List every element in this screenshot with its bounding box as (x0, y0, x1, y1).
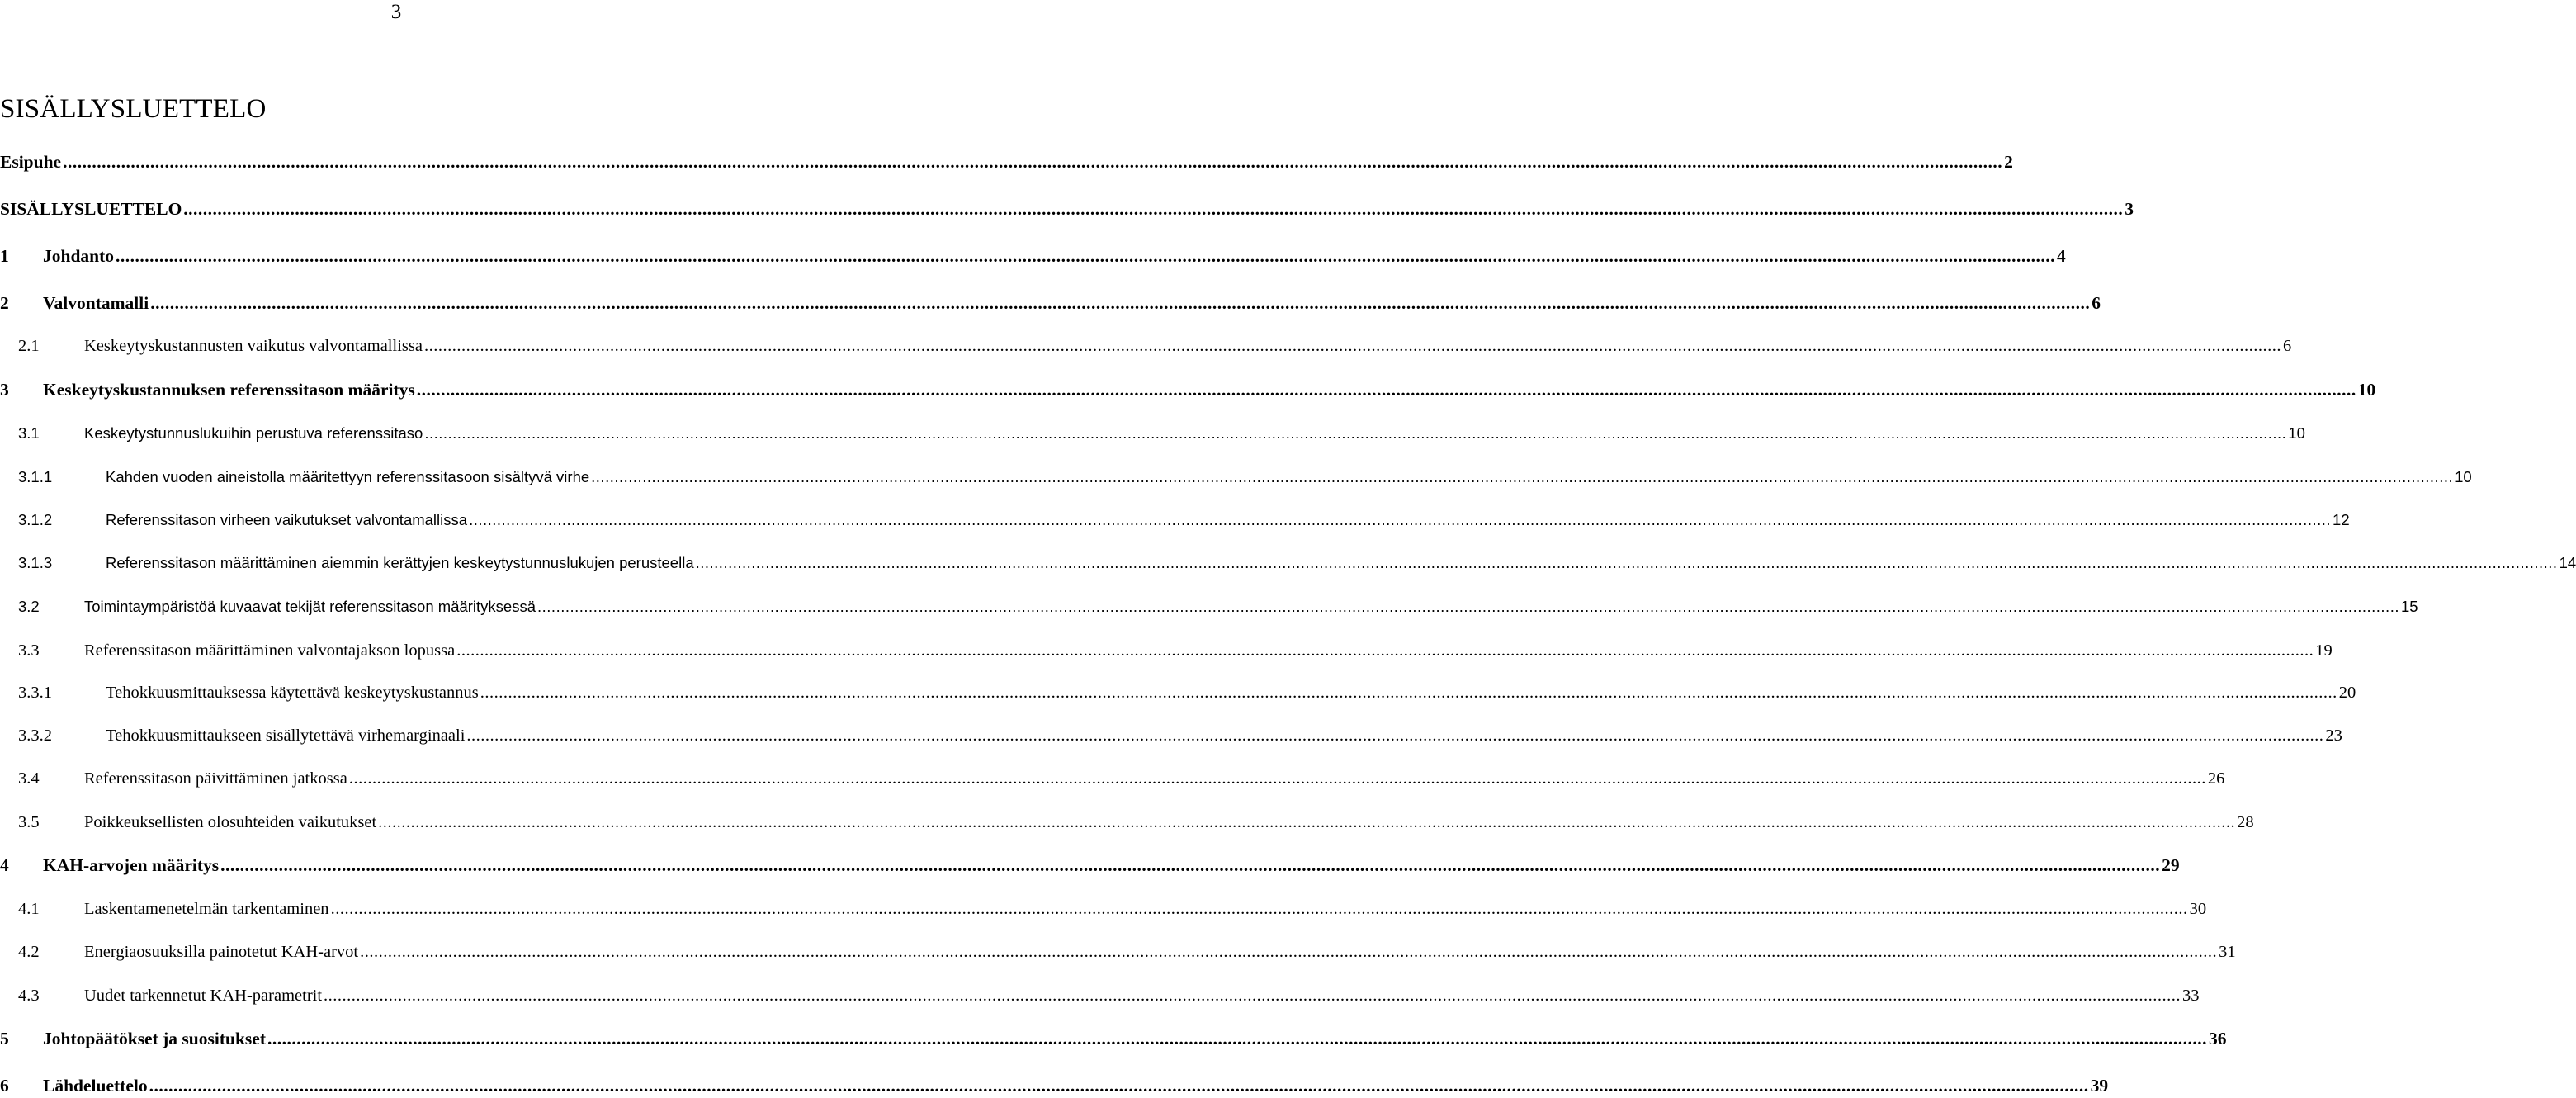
toc-entry[interactable] (0, 810, 2254, 835)
toc-entry-page: 39 (2090, 1076, 2109, 1096)
toc-entry-title: Lähdeluettelo (43, 1076, 148, 1096)
toc-entry-page: 10 (2288, 424, 2305, 442)
toc-entry[interactable] (0, 1026, 2227, 1051)
toc-entry-page: 3 (2125, 199, 2134, 219)
toc-entry-title: Valvontamalli (43, 293, 149, 313)
toc-entry-number: 3 (0, 380, 9, 400)
toc-entry-title: Keskeytystunnuslukuihin perustuva referenssitaso (84, 424, 423, 442)
toc-entry-page: 6 (2092, 293, 2101, 313)
toc-entry-title: Kahden vuoden aineistolla määritettyyn referenssitasoon sisältyvä virhe (106, 468, 590, 485)
toc-entry-number: 6 (0, 1076, 9, 1096)
toc-entry-number: 3.1.2 (18, 511, 53, 528)
toc-entry[interactable] (0, 508, 2350, 532)
toc-entry-page: 28 (2237, 813, 2254, 831)
toc-entry-page: 23 (2325, 726, 2342, 745)
toc-entry-number: 3.5 (18, 813, 40, 831)
toc-entry-number: 4.3 (18, 987, 40, 1005)
toc-entry-page: 10 (2357, 380, 2376, 400)
toc-leader-dots: ................................................................................................................................................................................................................................................................................................................................................................................................................ (591, 468, 2454, 485)
toc-entry-page: 10 (2455, 468, 2472, 485)
toc-leader-dots: ................................................................................................................................................................................................................................................................................................................................................................................................................ (695, 554, 2558, 571)
toc-leader-dots: ................................................................................................................................................................................................................................................................................................................................................................................................................ (360, 943, 2218, 961)
toc-entry-number: 3.1 (18, 424, 40, 442)
toc-entry-title: Tehokkuusmittaukseen sisällytettävä virhemarginaali (106, 726, 466, 745)
toc-entry[interactable] (0, 1073, 2109, 1098)
toc-entry[interactable] (0, 149, 2013, 174)
toc-entry-page: 2 (2004, 152, 2013, 172)
toc-entry[interactable] (0, 594, 2418, 619)
toc-entry-number: 2 (0, 293, 9, 313)
toc-leader-dots: ................................................................................................................................................................................................................................................................................................................................................................................................................ (416, 380, 2356, 400)
toc-entry[interactable] (0, 853, 2180, 878)
toc-leader-dots: ................................................................................................................................................................................................................................................................................................................................................................................................................ (150, 293, 2091, 313)
toc-leader-dots: ................................................................................................................................................................................................................................................................................................................................................................................................................ (183, 199, 2124, 219)
toc-entry-number: 2.1 (18, 337, 40, 355)
toc-entry-number: 3.3.1 (18, 684, 52, 702)
toc-entry[interactable] (0, 897, 2207, 921)
toc-entry-page: 4 (2057, 246, 2066, 266)
toc-entry-title: KAH-arvojen määritys (43, 855, 220, 875)
toc-entry[interactable] (0, 465, 2472, 490)
toc-entry-title: Referenssitason virheen vaikutukset valvontamallissa (106, 511, 468, 528)
toc-entry-title: Johtopäätökset ja suositukset (43, 1029, 266, 1048)
toc-entry-page: 29 (2162, 855, 2180, 875)
toc-entry-title: Laskentamenetelmän tarkentaminen (84, 900, 329, 918)
toc-entry-title: Keskeytyskustannuksen referenssitason määritys (43, 380, 415, 400)
toc-entry-number: 4.1 (18, 900, 40, 918)
toc-entry[interactable] (0, 638, 2333, 663)
toc-entry-number: 4 (0, 855, 9, 875)
toc-leader-dots: ................................................................................................................................................................................................................................................................................................................................................................................................................ (466, 726, 2324, 745)
toc-leader-dots: ................................................................................................................................................................................................................................................................................................................................................................................................................ (220, 855, 2161, 875)
toc-entry-page: 19 (2315, 641, 2333, 660)
toc-leader-dots: ................................................................................................................................................................................................................................................................................................................................................................................................................ (378, 813, 2236, 831)
toc-entry-title: Referenssitason määrittäminen aiemmin kerättyjen keskeytystunnuslukujen perusteella (106, 554, 694, 571)
toc-entry-page: 12 (2333, 511, 2350, 528)
toc-entry[interactable] (0, 291, 2101, 315)
toc-leader-dots: ................................................................................................................................................................................................................................................................................................................................................................................................................ (480, 684, 2337, 702)
toc-entry-page: 26 (2207, 769, 2225, 788)
toc-entry-number: 3.2 (18, 598, 40, 615)
toc-leader-dots: ................................................................................................................................................................................................................................................................................................................................................................................................................ (469, 511, 2332, 528)
toc-entry-page: 30 (2189, 900, 2207, 918)
toc-leader-dots: ................................................................................................................................................................................................................................................................................................................................................................................................................ (348, 769, 2206, 788)
toc-leader-dots: ................................................................................................................................................................................................................................................................................................................................................................................................................ (537, 598, 2399, 615)
toc-entry-title: Energiaosuuksilla painotetut KAH-arvot (84, 943, 359, 961)
toc-entry[interactable] (0, 766, 2225, 791)
toc-entry-number: 3.3 (18, 641, 40, 660)
toc-entry[interactable] (0, 377, 2376, 402)
toc-entry-page: 36 (2208, 1029, 2227, 1048)
toc-entry-title: Toimintaympäristöä kuvaavat tekijät referenssitason määrityksessä (84, 598, 536, 615)
toc-entry[interactable] (0, 421, 2305, 446)
toc-entry-number: 3.1.1 (18, 468, 53, 485)
toc-entry-number: 1 (0, 246, 9, 266)
toc-leader-dots: ................................................................................................................................................................................................................................................................................................................................................................................................................ (324, 987, 2181, 1005)
toc-entry-title: Poikkeuksellisten olosuhteiden vaikutukset (84, 813, 377, 831)
toc-entry-number: 3.4 (18, 769, 40, 788)
toc-entry[interactable] (0, 551, 2576, 575)
toc-entry-title: SISÄLLYSLUETTELO (0, 199, 182, 219)
toc-entry-page: 20 (2338, 684, 2356, 702)
toc-entry-title: Referenssitason päivittäminen jatkossa (84, 769, 347, 788)
toc-entry-page: 6 (2282, 337, 2292, 355)
toc-entry-number: 4.2 (18, 943, 40, 961)
toc-entry-title: Uudet tarkennetut KAH-parametrit (84, 987, 323, 1005)
toc-entry-number: 3.3.2 (18, 726, 52, 745)
toc-leader-dots: ................................................................................................................................................................................................................................................................................................................................................................................................................ (424, 424, 2287, 442)
toc-entry-page: 15 (2400, 598, 2418, 615)
toc-entry[interactable] (0, 196, 2134, 221)
toc-leader-dots: ................................................................................................................................................................................................................................................................................................................................................................................................................ (423, 337, 2281, 355)
toc-entry-page: 14 (2559, 554, 2576, 571)
toc-entry[interactable] (0, 723, 2342, 748)
toc-leader-dots: ................................................................................................................................................................................................................................................................................................................................................................................................................ (149, 1076, 2089, 1096)
toc-leader-dots: ................................................................................................................................................................................................................................................................................................................................................................................................................ (63, 152, 2003, 172)
toc-leader-dots: ................................................................................................................................................................................................................................................................................................................................................................................................................ (456, 641, 2314, 660)
toc-heading: SISÄLLYSLUETTELO (0, 94, 267, 124)
toc-leader-dots: ................................................................................................................................................................................................................................................................................................................................................................................................................ (330, 900, 2188, 918)
toc-entry-title: Johdanto (43, 246, 115, 266)
toc-entry[interactable] (0, 983, 2200, 1008)
toc-entry-page: 33 (2182, 987, 2200, 1005)
toc-entry[interactable] (0, 244, 2066, 268)
toc-entry-page: 31 (2219, 943, 2236, 961)
toc-entry-title: Esipuhe (0, 152, 62, 172)
toc-entry-title: Tehokkuusmittauksessa käytettävä keskeytyskustannus (106, 684, 479, 702)
toc-leader-dots: ................................................................................................................................................................................................................................................................................................................................................................................................................ (116, 246, 2056, 266)
toc-entry[interactable] (0, 939, 2236, 964)
toc-entry[interactable] (0, 334, 2292, 358)
toc-leader-dots: ................................................................................................................................................................................................................................................................................................................................................................................................................ (267, 1029, 2207, 1048)
page-number: 3 (390, 1, 402, 23)
toc-entry-title: Keskeytyskustannusten vaikutus valvontamallissa (84, 337, 423, 355)
toc-entry-number: 5 (0, 1029, 9, 1048)
toc-entry-number: 3.1.3 (18, 554, 53, 571)
toc-entry-title: Referenssitason määrittäminen valvontajakson lopussa (84, 641, 456, 660)
toc-entry[interactable] (0, 680, 2356, 705)
